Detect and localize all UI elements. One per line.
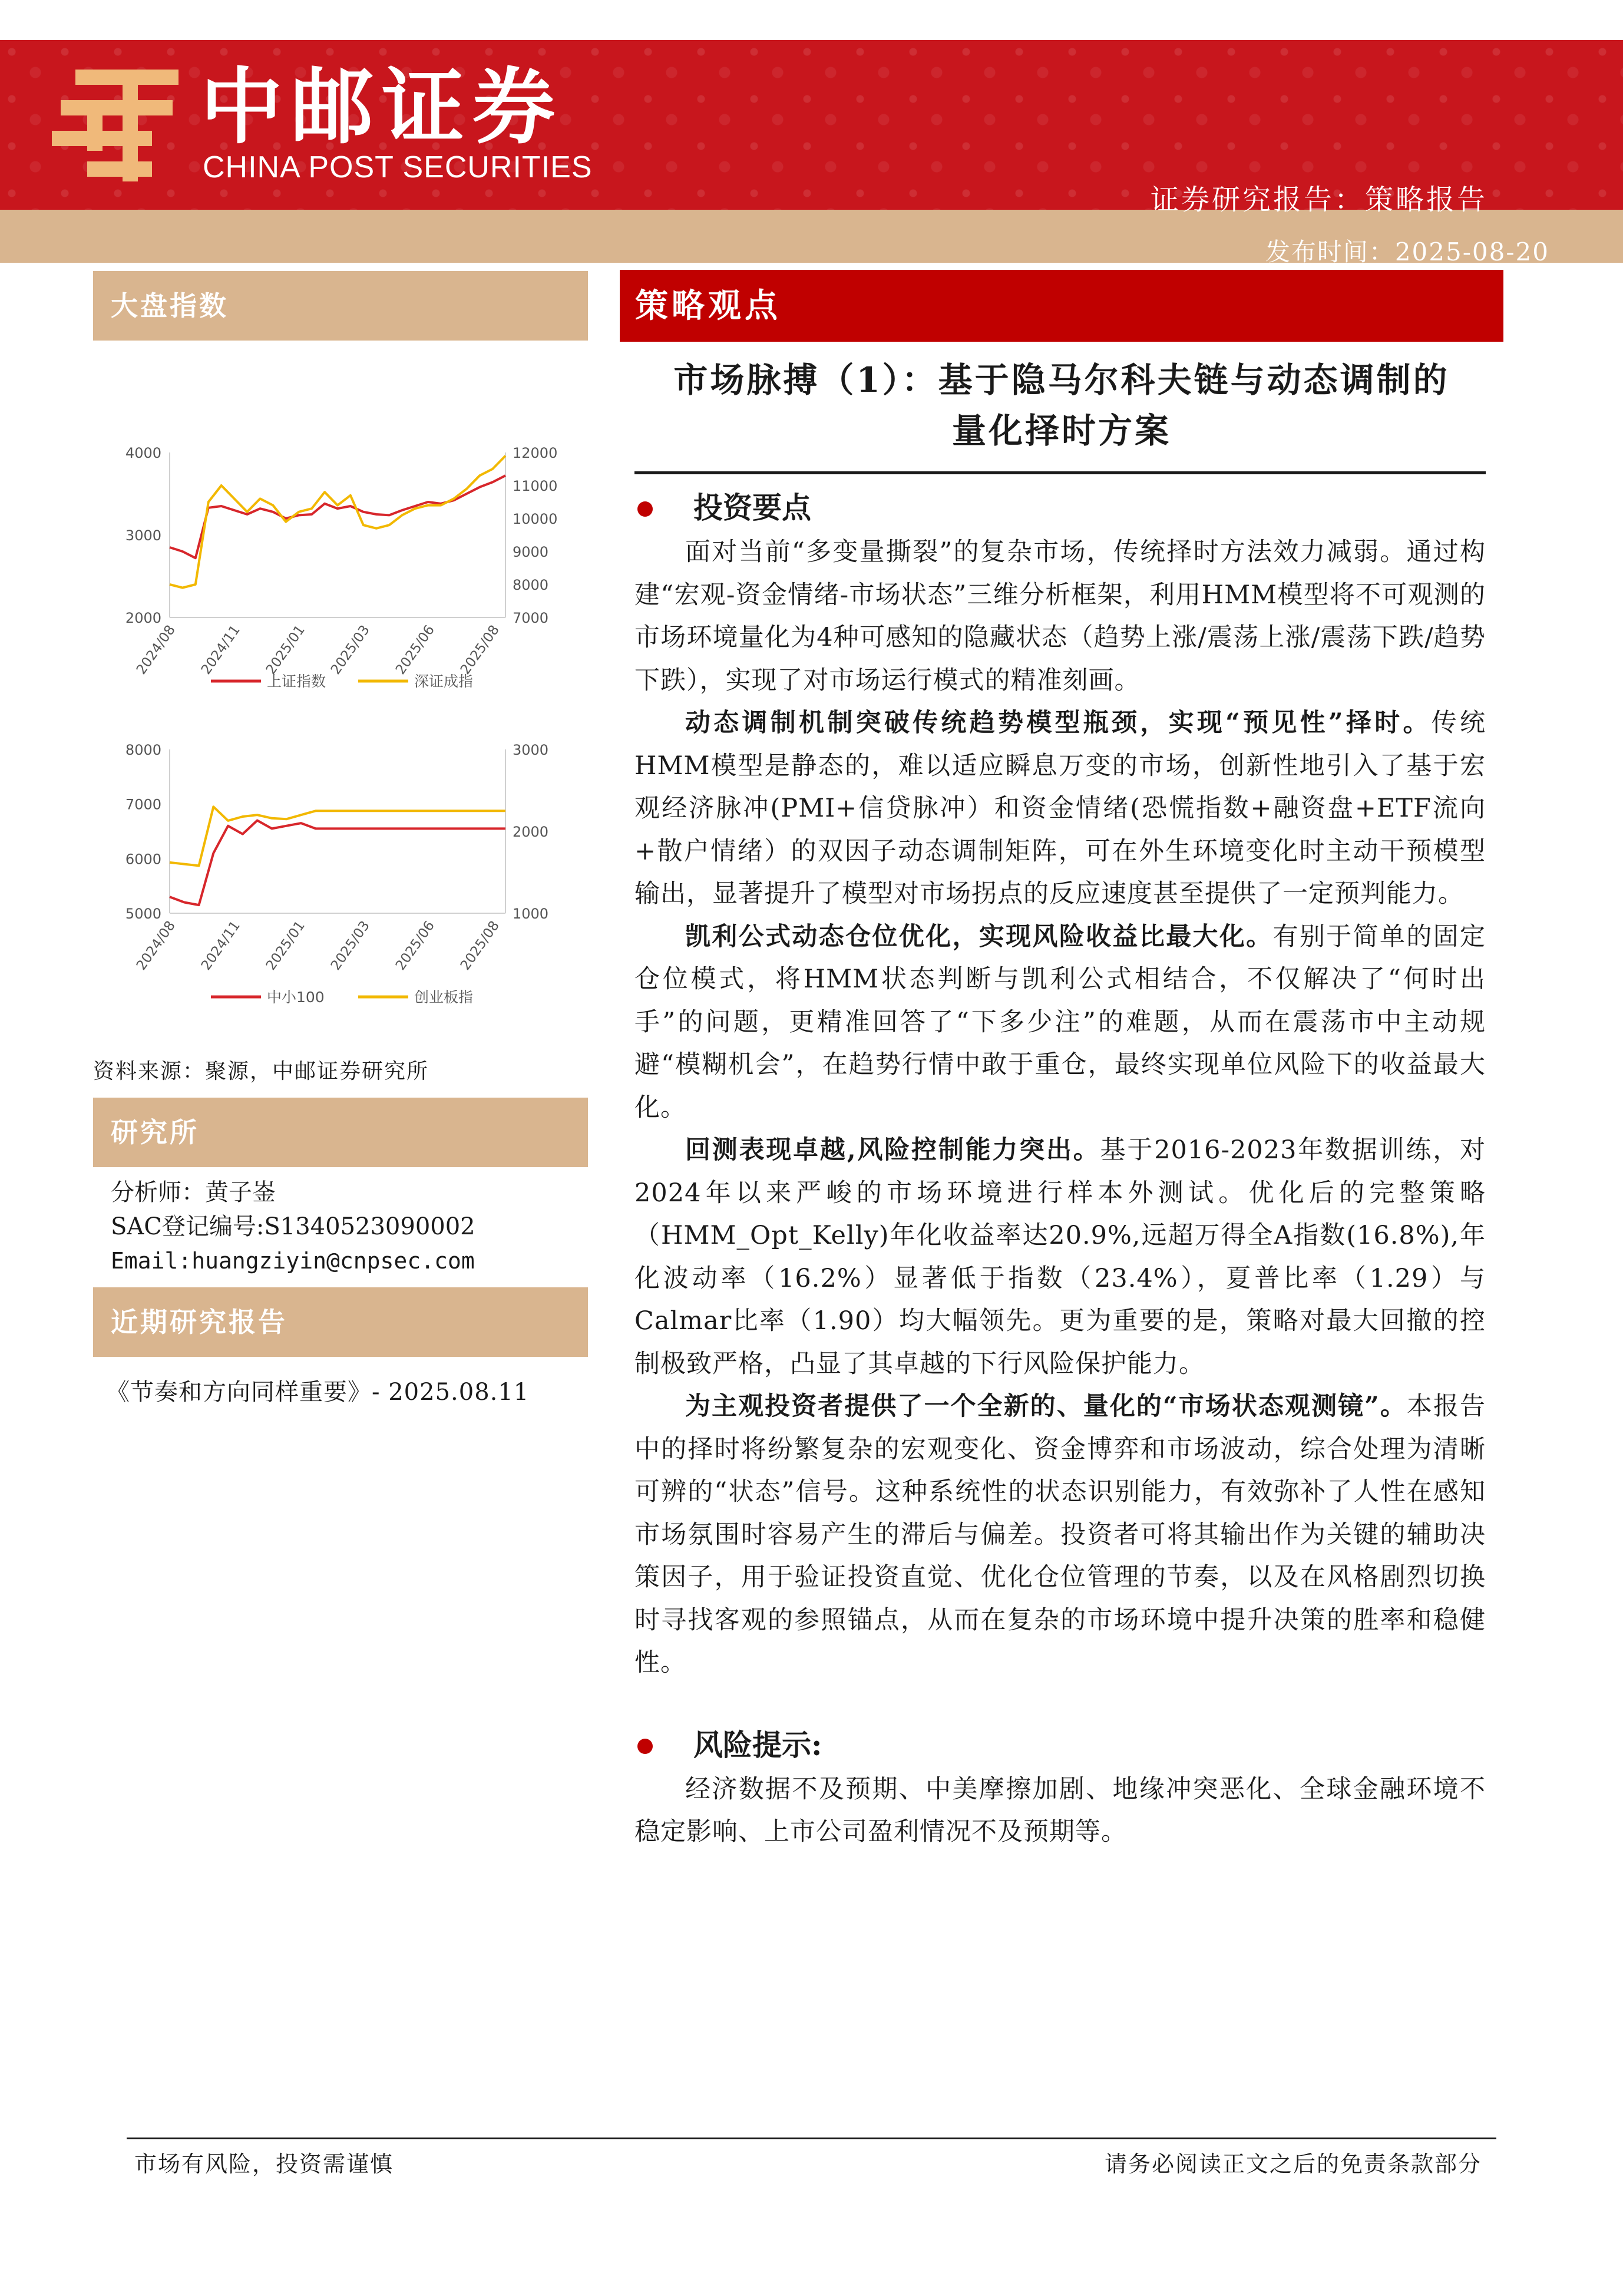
x-tick-label: 2024/11 — [198, 918, 243, 973]
p5-bold: 为主观投资者提供了一个全新的、量化的“市场状态观测镜”。 — [685, 1392, 1407, 1421]
logo-english: CHINA POST SECURITIES — [203, 150, 593, 184]
analyst-email[interactable]: Email:huangziyin@cnpsec.com — [111, 1248, 475, 1274]
series-line-1 — [170, 456, 505, 588]
y2-tick-label: 11000 — [513, 478, 558, 494]
y-tick-label: 8000 — [125, 742, 161, 758]
section-1-title: 投资要点 — [693, 490, 811, 525]
footer-right: 请务必阅读正文之后的免责条款部分 — [1104, 2151, 1482, 2177]
x-tick-label: 2025/08 — [457, 622, 503, 678]
section-2-title: 风险提示: — [693, 1727, 822, 1762]
y-tick-label: 6000 — [125, 851, 161, 868]
paragraph-5 — [634, 1385, 1486, 1684]
publish-date: 发布时间：2025-08-20 — [1265, 237, 1549, 266]
left-column — [93, 271, 588, 1423]
x-tick-label: 2025/06 — [392, 622, 438, 678]
series-line-0 — [170, 821, 505, 906]
chart-1-container — [93, 341, 588, 702]
paragraph-1 — [634, 531, 1486, 702]
legend-label: 创业板指 — [414, 989, 474, 1006]
section-heading-risk — [620, 1726, 1503, 1765]
x-tick-label: 2024/11 — [198, 622, 243, 678]
y2-tick-label: 3000 — [513, 742, 549, 758]
y2-tick-label: 10000 — [513, 511, 558, 527]
y-tick-label: 5000 — [125, 906, 161, 922]
legend-label: 深证成指 — [414, 673, 474, 690]
x-tick-label: 2025/03 — [328, 918, 373, 973]
p4-text: 基于2016-2023年数据训练，对2024年以来严峻的市场环境进行样本外测试。优化后的完整策略（HMM_Opt_Kelly)年化收益率达20.9%,远超万得全A指数(16.8%),年化波动率（16.2%）显著低于指数（23.4%），夏普比率（1.29）与Calmar比率（1.90）均大幅领先。更为重要的是，策略对最大回撤的控制极致严格，凸显了其卓越的下行风险保护能力。 — [634, 1135, 1486, 1379]
bullet-icon — [637, 1739, 653, 1754]
x-tick-label: 2025/08 — [457, 918, 503, 973]
y2-tick-label: 7000 — [513, 610, 549, 626]
footer-left: 市场有风险，投资需谨慎 — [134, 2151, 394, 2177]
p2-text: 传统HMM模型是静态的，难以适应瞬息万变的市场，创新性地引入了基于宏观经济脉冲(PMI+信贷脉冲）和资金情绪(恐慌指数+融资盘+ETF流向+散户情绪）的双因子动态调制矩阵，可在外生环境变化时主动干预模型输出，显著提升了模型对市场拐点的反应速度甚至提供了一定预判能力。 — [634, 708, 1486, 909]
chart-zx-cyb — [93, 702, 588, 1032]
x-tick-label: 2025/06 — [392, 918, 438, 973]
chart-2-container — [93, 702, 588, 1035]
analyst-info — [93, 1167, 588, 1287]
x-tick-label: 2025/01 — [263, 622, 308, 678]
x-tick-label: 2025/03 — [328, 622, 373, 678]
y2-tick-label: 1000 — [513, 906, 549, 922]
view-section-title: 策略观点 — [620, 270, 1503, 342]
y2-tick-label: 2000 — [513, 824, 549, 840]
paragraph-3 — [634, 916, 1486, 1129]
paragraph-4 — [634, 1129, 1486, 1385]
report-type: 证券研究报告：策略报告 — [1150, 183, 1488, 216]
chart-source: 资料来源：聚源，中邮证券研究所 — [93, 1059, 429, 1083]
p2-bold: 动态调制机制突破传统趋势模型瓶颈，实现“预见性”择时。 — [685, 708, 1432, 738]
y2-tick-label: 9000 — [513, 544, 549, 560]
paragraph-2 — [634, 702, 1486, 916]
x-tick-label: 2024/08 — [133, 622, 179, 678]
y2-tick-label: 12000 — [513, 445, 558, 461]
y-tick-label: 2000 — [125, 610, 161, 626]
analyst-name: 分析师：黄子崟 — [111, 1179, 276, 1206]
p1-text: 面对当前“多变量撕裂”的复杂市场，传统择时方法效力减弱。通过构建“宏观-资金情绪-市场状态”三维分析框架，利用HMM模型将不可观测的市场环境量化为4种可感知的隐藏状态（趋势上涨/震荡上涨/震荡下跌/趋势下跌），实现了对市场运行模式的精准刻画。 — [634, 537, 1486, 695]
institute-section-title: 研究所 — [93, 1098, 588, 1167]
title-divider — [634, 471, 1486, 474]
section-heading-key-points — [620, 488, 1503, 527]
p5-text: 本报告中的择时将纷繁复杂的宏观变化、资金博弈和市场波动，综合处理为清晰可辨的“状态”信号。这种系统性的状态识别能力，有效弥补了人性在感知市场氛围时容易产生的滞后与偏差。投资者可将其输出作为关键的辅助决策因子，用于验证投资直觉、优化仓位管理的节奏，以及在风格剧烈切换时寻找客观的参照锚点，从而在复杂的市场环境中提升决策的胜率和稳健性。 — [634, 1392, 1486, 1677]
series-line-1 — [170, 807, 505, 865]
title-line-1: 市场脉搏（1）：基于隐马尔科夫链与动态调制的 — [673, 360, 1450, 400]
recent-report-link[interactable]: 《节奏和方向同样重要》- 2025.08.11 — [106, 1379, 530, 1406]
china-post-logo-icon — [52, 64, 187, 187]
paragraph-risk — [634, 1768, 1486, 1854]
y-tick-label: 3000 — [125, 527, 161, 544]
y-tick-label: 7000 — [125, 796, 161, 813]
footer-divider — [127, 2138, 1496, 2139]
p3-bold: 凯利公式动态仓位优化，实现风险收益比最大化。 — [685, 921, 1273, 952]
logo-chinese: 中邮证券 — [200, 60, 564, 156]
chart-sh-sz — [93, 341, 588, 700]
x-tick-label: 2025/01 — [263, 918, 308, 973]
y-tick-label: 4000 — [125, 445, 161, 461]
legend-label: 中小100 — [267, 989, 325, 1006]
analyst-sac: SAC登记编号:S1340523090002 — [111, 1213, 475, 1240]
y2-tick-label: 8000 — [513, 577, 549, 593]
bullet-icon — [637, 501, 653, 517]
main-column — [620, 270, 1503, 1854]
legend-label: 上证指数 — [267, 673, 326, 690]
x-tick-label: 2024/08 — [133, 918, 179, 973]
p3-text: 有别于简单的固定仓位模式，将HMM状态判断与凯利公式相结合，不仅解决了“何时出手”的问题，更精准回答了“下多少注”的难题，从而在震荡市中主动规避“模糊机会”，在趋势行情中敢于重仓，最终实现单位风险下的收益最大化。 — [634, 921, 1486, 1122]
recent-section-title: 近期研究报告 — [93, 1287, 588, 1357]
title-line-2: 量化择时方案 — [951, 411, 1171, 451]
index-section-title: 大盘指数 — [93, 271, 588, 341]
p6-text: 经济数据不及预期、中美摩擦加剧、地缘冲突恶化、全球金融环境不稳定影响、上市公司盈利情况不及预期等。 — [634, 1774, 1486, 1846]
p4-bold: 回测表现卓越,风险控制能力突出。 — [685, 1135, 1100, 1165]
report-title — [620, 355, 1503, 456]
